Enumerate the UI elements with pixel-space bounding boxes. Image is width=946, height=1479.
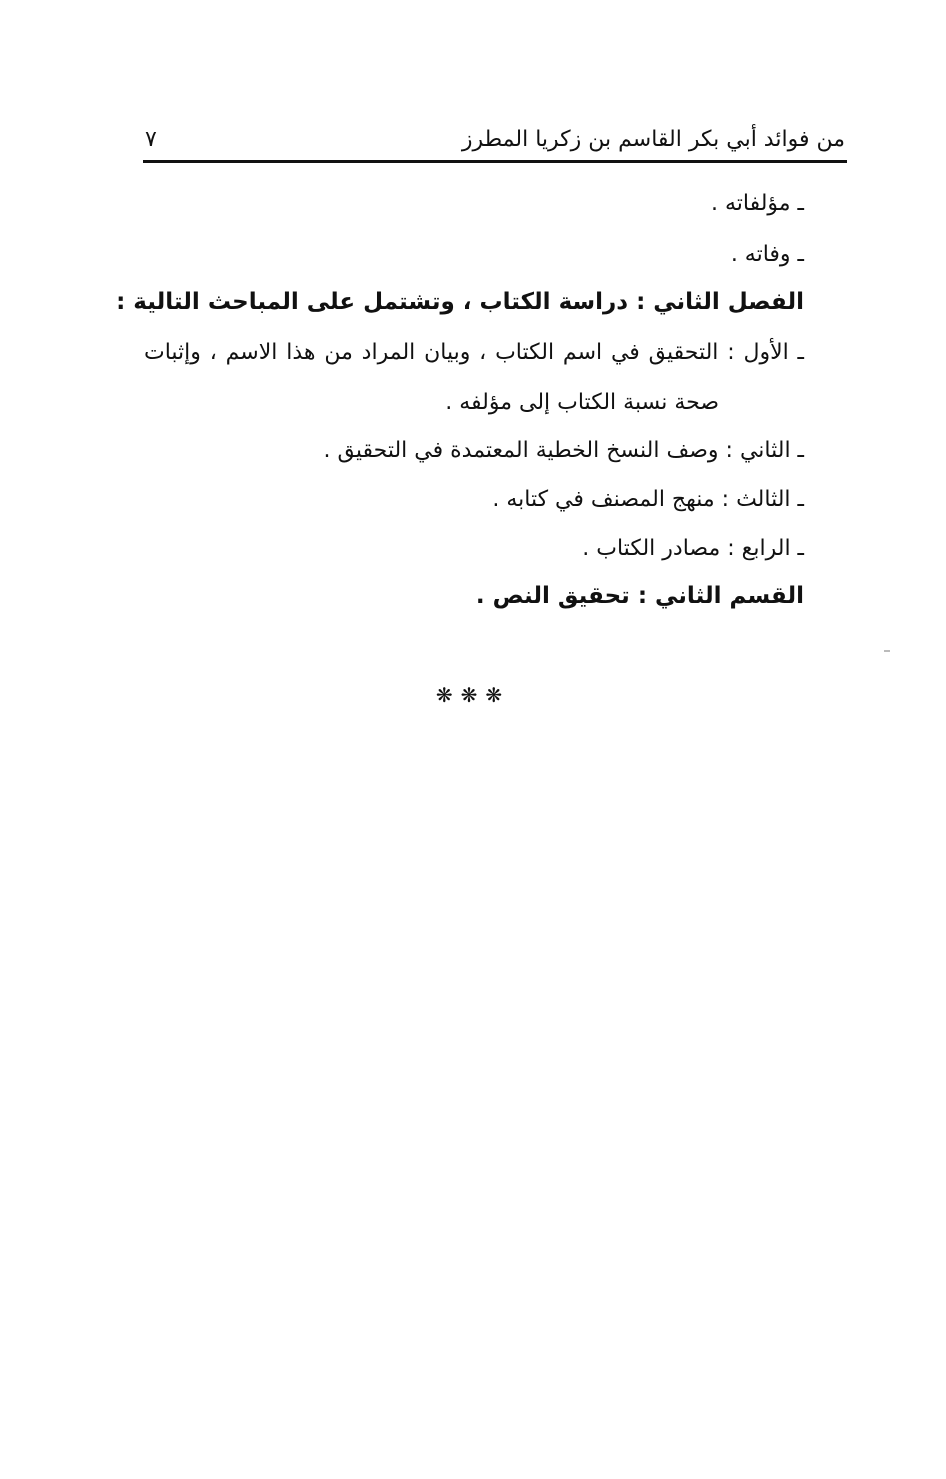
list-item-death: ـ وفاته .	[730, 242, 804, 267]
list-item-fourth: ـ الرابع : مصادر الكتاب .	[582, 536, 804, 561]
list-item-first-continued: صحة نسبة الكتاب إلى مؤلفه .	[445, 390, 719, 415]
scan-speck	[884, 650, 890, 652]
list-item-second: ـ الثاني : وصف النسخ الخطية المعتمدة في التحقيق .	[323, 438, 804, 463]
running-header	[145, 122, 845, 156]
chapter-two-heading: الفصل الثاني : دراسة الكتاب ، وتشتمل على المباحث التالية :	[116, 289, 804, 315]
part-two-heading: القسم الثاني : تحقيق النص .	[475, 583, 804, 609]
page-number: ٧	[145, 127, 157, 152]
list-item-works: ـ مؤلفاته .	[710, 191, 804, 216]
list-item-third: ـ الثالث : منهج المصنف في كتابه .	[492, 487, 804, 512]
section-end-ornament: ❋❋❋	[435, 683, 511, 707]
running-title: من فوائد أبي بكر القاسم بن زكريا المطرز	[461, 127, 845, 152]
list-item-first: ـ الأول : التحقيق في اسم الكتاب ، وبيان المراد من هذا الاسم ، وإثبات	[144, 340, 804, 365]
header-rule	[143, 160, 847, 163]
